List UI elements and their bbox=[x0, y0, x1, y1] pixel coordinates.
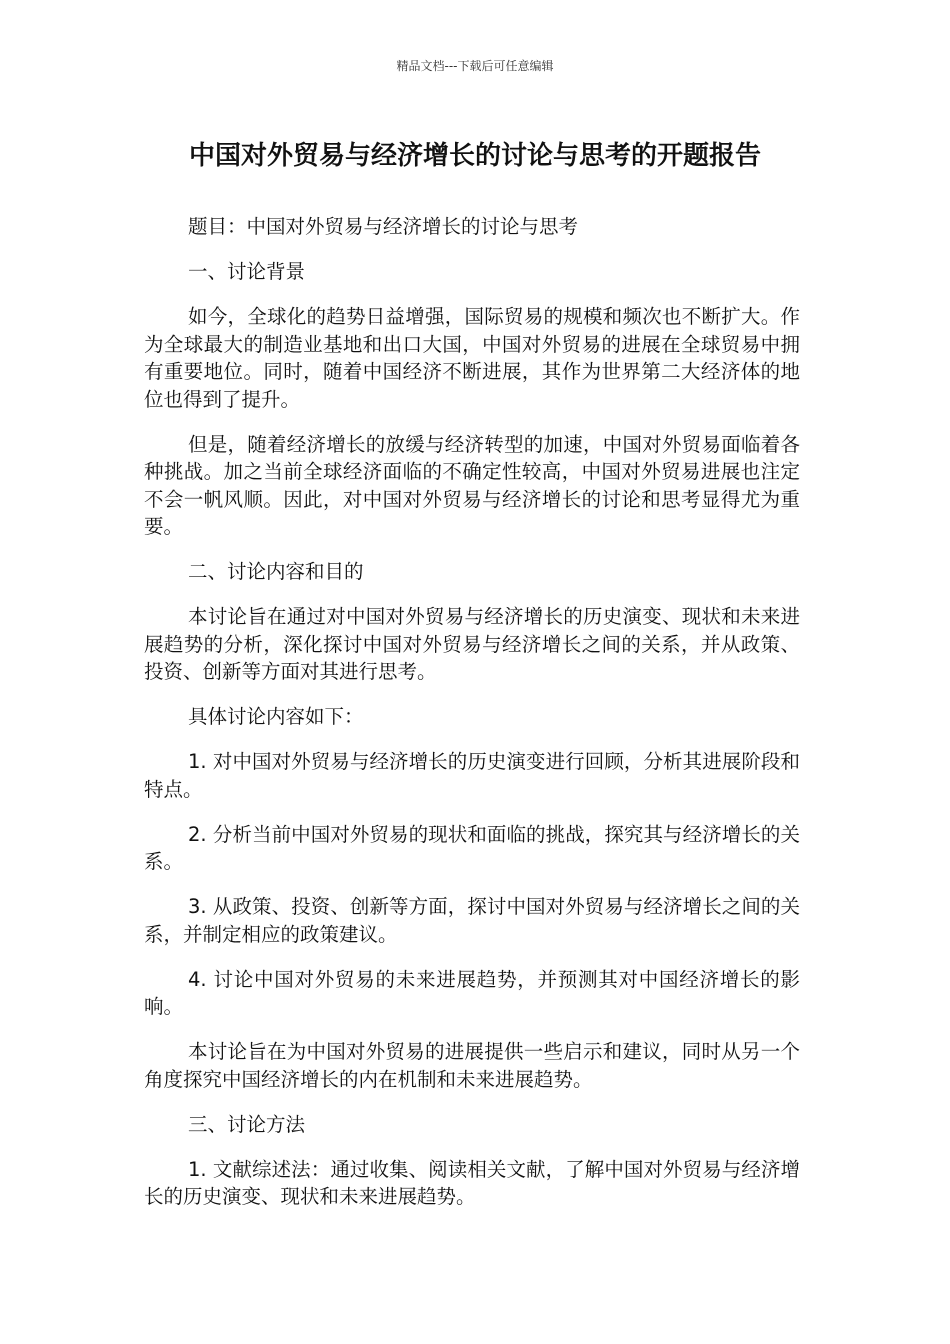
list-item: 4. 讨论中国对外贸易的未来进展趋势，并预测其对中国经济增长的影响。 bbox=[144, 967, 800, 1018]
topic-line: 题目：中国对外贸易与经济增长的讨论与思考 bbox=[188, 215, 579, 238]
body-paragraph: 但是，随着经济增长的放缓与经济转型的加速，中国对外贸易面临着各种挑战。加之当前全球经济面临的不确定性较高，中国对外贸易进展也注定不会一帆风顺。因此，对中国对外贸易与经济增长的讨论和思考显得尤为重要。 bbox=[144, 432, 800, 538]
section-heading-methods: 三、讨论方法 bbox=[188, 1112, 306, 1136]
list-item: 1. 对中国对外贸易与经济增长的历史演变进行回顾，分析其进展阶段和特点。 bbox=[144, 750, 800, 801]
section-heading-content-purpose: 二、讨论内容和目的 bbox=[188, 560, 364, 583]
document-body bbox=[144, 213, 800, 1228]
header-note: 精品文档---下载后可任意编辑 bbox=[396, 59, 554, 73]
document-title: 中国对外贸易与经济增长的讨论与思考的开题报告 bbox=[188, 141, 761, 171]
list-item: 3. 从政策、投资、创新等方面，探讨中国对外贸易与经济增长之间的关系，并制定相应的政策建议。 bbox=[144, 895, 800, 946]
list-item: 2. 分析当前中国对外贸易的现状和面临的挑战，探究其与经济增长的关系。 bbox=[144, 822, 800, 873]
section-heading-background: 一、讨论背景 bbox=[188, 260, 306, 283]
body-paragraph: 如今，全球化的趋势日益增强，国际贸易的规模和频次也不断扩大。作为全球最大的制造业基地和出口大国，中国对外贸易的进展在全球贸易中拥有重要地位。同时，随着中国经济不断进展，其作为世界第二大经济体的地位也得到了提升。 bbox=[144, 305, 800, 411]
list-intro: 具体讨论内容如下： bbox=[188, 705, 364, 728]
body-paragraph: 本讨论旨在为中国对外贸易的进展提供一些启示和建议，同时从另一个角度探究中国经济增长的内在机制和未来进展趋势。 bbox=[144, 1040, 800, 1091]
body-paragraph: 本讨论旨在通过对中国对外贸易与经济增长的历史演变、现状和未来进展趋势的分析，深化探讨中国对外贸易与经济增长之间的关系，并从政策、投资、创新等方面对其进行思考。 bbox=[144, 605, 800, 683]
list-item: 1. 文献综述法：通过收集、阅读相关文献，了解中国对外贸易与经济增长的历史演变、现状和未来进展趋势。 bbox=[144, 1157, 800, 1208]
